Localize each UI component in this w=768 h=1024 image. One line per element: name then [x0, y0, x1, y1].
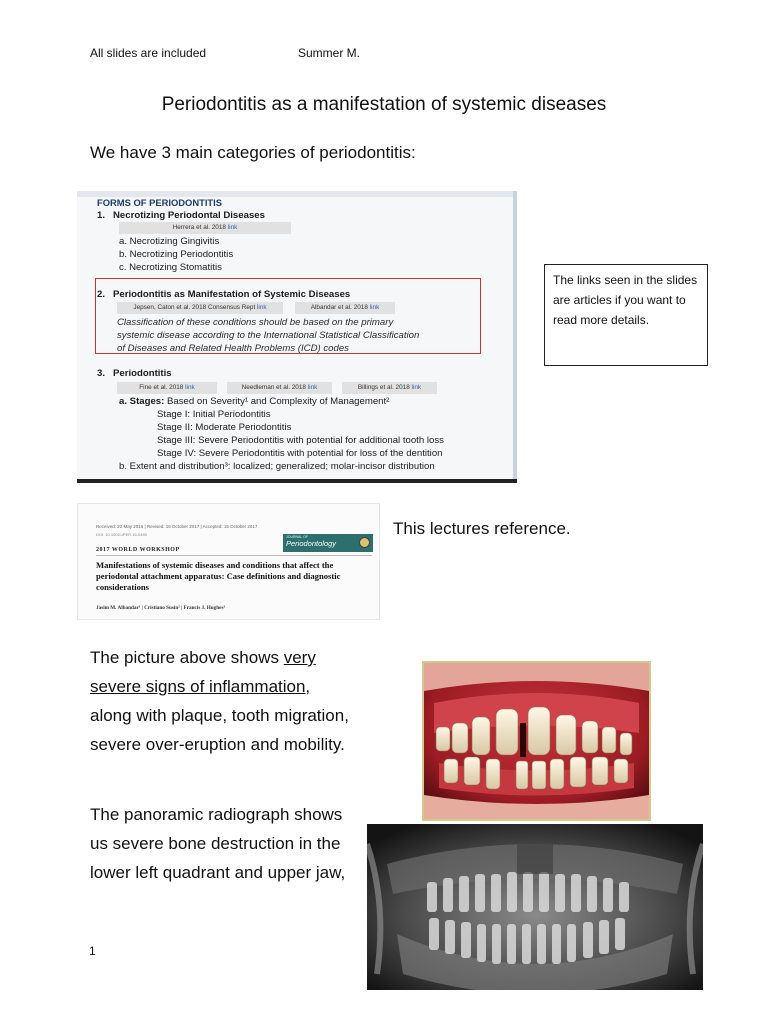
panoramic-radiograph	[367, 824, 703, 990]
header-author: Summer M.	[298, 46, 361, 60]
cat3-link3[interactable]: link	[411, 384, 422, 391]
cat1-link[interactable]: link	[227, 224, 238, 231]
cat1-item: a. Necrotizing Gingivitis	[119, 236, 220, 247]
cat3-title: Periodontitis	[113, 368, 172, 379]
cat3-ref2	[227, 382, 332, 394]
cat2-ref2-text: Albandar et al. 2018	[310, 304, 368, 311]
stage-item: Stage IV: Severe Periodontitis with potential for loss of the dentition	[157, 448, 443, 459]
links-note: The links seen in the slides are articles if you want to read more details.	[544, 264, 708, 366]
cat2-link2[interactable]: link	[369, 304, 380, 311]
cat1-ref	[119, 222, 291, 234]
journal-logo	[283, 534, 373, 552]
stage-item: Stage III: Severe Periodontitis with potential for additional tooth loss	[157, 435, 444, 446]
reference-article-slide	[77, 503, 380, 620]
article-title: Manifestations of systemic diseases and conditions that affect the periodontal attachment apparatus: Case definitions and diagnostic considerations	[96, 560, 341, 592]
cat3-num: 3.	[97, 368, 106, 379]
workshop-label: 2017 WORLD WORKSHOP	[96, 547, 180, 553]
reference-caption: This lectures reference.	[393, 519, 571, 538]
cat2-desc: of Diseases and Related Health Problems (ICD) codes	[117, 343, 349, 354]
slide-forms-of-periodontitis	[77, 191, 517, 483]
cat2-ref1-text: Jepsen, Caton et al. 2018 Consensus Rept	[133, 304, 256, 311]
cat3-ref1-text: Fine et al. 2018	[139, 384, 184, 391]
article-authors: Jasim M. Albandar¹ | Cristiano Susin² | Francis J. Hughes³	[96, 605, 226, 611]
paragraph-inflammation	[90, 643, 350, 759]
cat2-ref2	[295, 302, 395, 314]
paragraph-radiograph: The panoramic radiograph shows us severe bone destruction in the lower left quadrant and upper jaw,	[90, 805, 346, 882]
cat2-title: Periodontitis as Manifestation of Systemic Diseases	[113, 289, 351, 300]
article-dates: Received: 22 May 2016 | Revised: 16 October 2017 | Accepted: 15 October 2017	[96, 524, 258, 529]
para1-underlined: very severe signs of inflammation,	[90, 648, 316, 696]
cat3-ref2-text: Needleman et al. 2018	[241, 384, 306, 391]
cat3-link2[interactable]: link	[307, 384, 318, 391]
journal-name: Periodontology	[286, 539, 337, 548]
slide-right-strip	[513, 191, 517, 483]
teeth-illustration	[424, 663, 649, 819]
cat3-stages	[119, 396, 389, 407]
intro-text: We have 3 main categories of periodontitis:	[90, 143, 416, 162]
article-doi: DOI: 10.1002/JPER.16-0480	[96, 532, 147, 537]
cat3-ref3-text: Billings et al. 2018	[357, 384, 410, 391]
cat1-ref-text: Herrera et al. 2018	[172, 224, 226, 231]
cat2-desc: systemic disease according to the International Statistical Classification	[117, 330, 420, 341]
para1-pre: The picture above shows	[90, 648, 284, 667]
cat2-ref1	[117, 302, 283, 314]
cat3-link1[interactable]: link	[185, 384, 195, 391]
cat1-item: c. Necrotizing Stomatitis	[119, 262, 222, 273]
header-left: All slides are included	[90, 46, 207, 60]
intraoral-photo	[422, 661, 651, 821]
page-title: Periodontitis as a manifestation of systemic diseases	[161, 94, 607, 115]
cat1-num: 1.	[97, 210, 106, 221]
slide-heading: FORMS OF PERIODONTITIS	[97, 197, 223, 208]
cat2-num: 2.	[97, 289, 106, 300]
stage-item: Stage II: Moderate Periodontitis	[157, 422, 292, 433]
stage-item: Stage I: Initial Periodontitis	[157, 409, 271, 420]
cat3-ref1	[117, 382, 217, 394]
cat1-title: Necrotizing Periodontal Diseases	[113, 210, 265, 221]
cat3-ref3	[342, 382, 437, 394]
cat1-item: b. Necrotizing Periodontitis	[119, 249, 234, 260]
page-number: 1	[89, 944, 96, 958]
journal-small-label: JOURNAL OF	[286, 535, 309, 539]
cat2-desc: Classification of these conditions should be based on the primary	[117, 317, 394, 328]
stages-text: Based on Severity¹ and Complexity of Management²	[167, 396, 390, 407]
xray-illustration	[367, 824, 703, 990]
stages-label: a. Stages:	[119, 396, 165, 407]
para1-post: along with plaque, tooth migration, severe over-eruption and mobility.	[90, 706, 349, 754]
divider	[96, 555, 372, 556]
cat2-link1[interactable]: link	[257, 304, 267, 311]
cat3-extent: b. Extent and distribution³: localized; generalized; molar-incisor distribution	[119, 461, 435, 472]
journal-seal-icon	[359, 537, 370, 548]
